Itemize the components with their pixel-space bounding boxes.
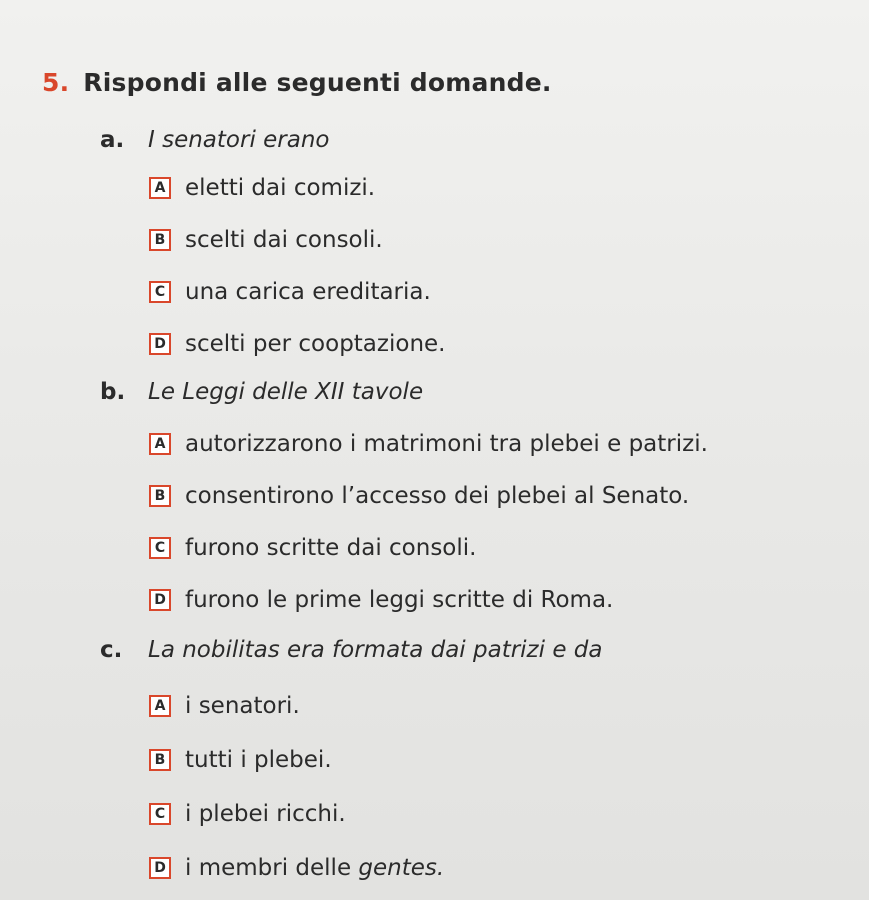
answer-checkbox[interactable]: D [149,589,171,611]
question-letter: a. [100,127,125,153]
question-c [100,637,603,663]
option-text: scelti per cooptazione. [185,331,446,357]
question-letter: b. [100,379,126,405]
option-a-A[interactable] [149,174,375,202]
answer-checkbox[interactable]: D [149,333,171,355]
question-text: La nobilitas era formata dai patrizi e da [148,637,603,663]
option-text: furono scritte dai consoli. [185,535,477,561]
question-b [100,379,423,405]
option-text: consentirono l’accesso dei plebei al Senato. [185,483,690,509]
option-b-A[interactable] [149,430,708,458]
option-text: eletti dai comizi. [185,175,376,201]
option-a-C[interactable] [149,278,431,306]
question-letter: c. [100,637,123,663]
option-text: tutti i plebei. [185,747,332,773]
answer-checkbox[interactable]: D [149,857,171,879]
answer-checkbox[interactable]: C [149,537,171,559]
option-text: autorizzarono i matrimoni tra plebei e patrizi. [185,431,708,457]
answer-checkbox[interactable]: A [149,433,171,455]
answer-checkbox[interactable]: C [149,803,171,825]
option-text: una carica ereditaria. [185,279,431,305]
option-b-C[interactable] [149,534,476,562]
option-text [185,855,444,881]
option-text: scelti dai consoli. [185,227,383,253]
question-a [100,127,330,153]
question-text: I senatori erano [148,127,330,153]
option-text: i senatori. [185,693,300,719]
option-text-main: i membri delle [185,855,359,881]
question-text: Le Leggi delle XII tavole [148,379,424,405]
answer-checkbox[interactable]: B [149,229,171,251]
answer-checkbox[interactable]: A [149,695,171,717]
option-text: i plebei ricchi. [185,801,346,827]
answer-checkbox[interactable]: C [149,281,171,303]
option-b-D[interactable] [149,586,613,614]
answer-checkbox[interactable]: B [149,485,171,507]
answer-checkbox[interactable]: B [149,749,171,771]
exercise-title: Rispondi alle seguenti domande. [83,68,552,97]
answer-checkbox[interactable]: A [149,177,171,199]
exercise-number: 5. [42,68,70,97]
option-a-B[interactable] [149,226,383,254]
option-c-B[interactable] [149,746,332,774]
option-c-A[interactable] [149,692,300,720]
option-a-D[interactable] [149,330,445,358]
option-b-B[interactable] [149,482,689,510]
option-text: furono le prime leggi scritte di Roma. [185,587,614,613]
exercise-heading [42,68,552,97]
option-c-C[interactable] [149,800,346,828]
option-c-D[interactable] [149,854,444,882]
option-text-italic: gentes. [358,855,445,881]
